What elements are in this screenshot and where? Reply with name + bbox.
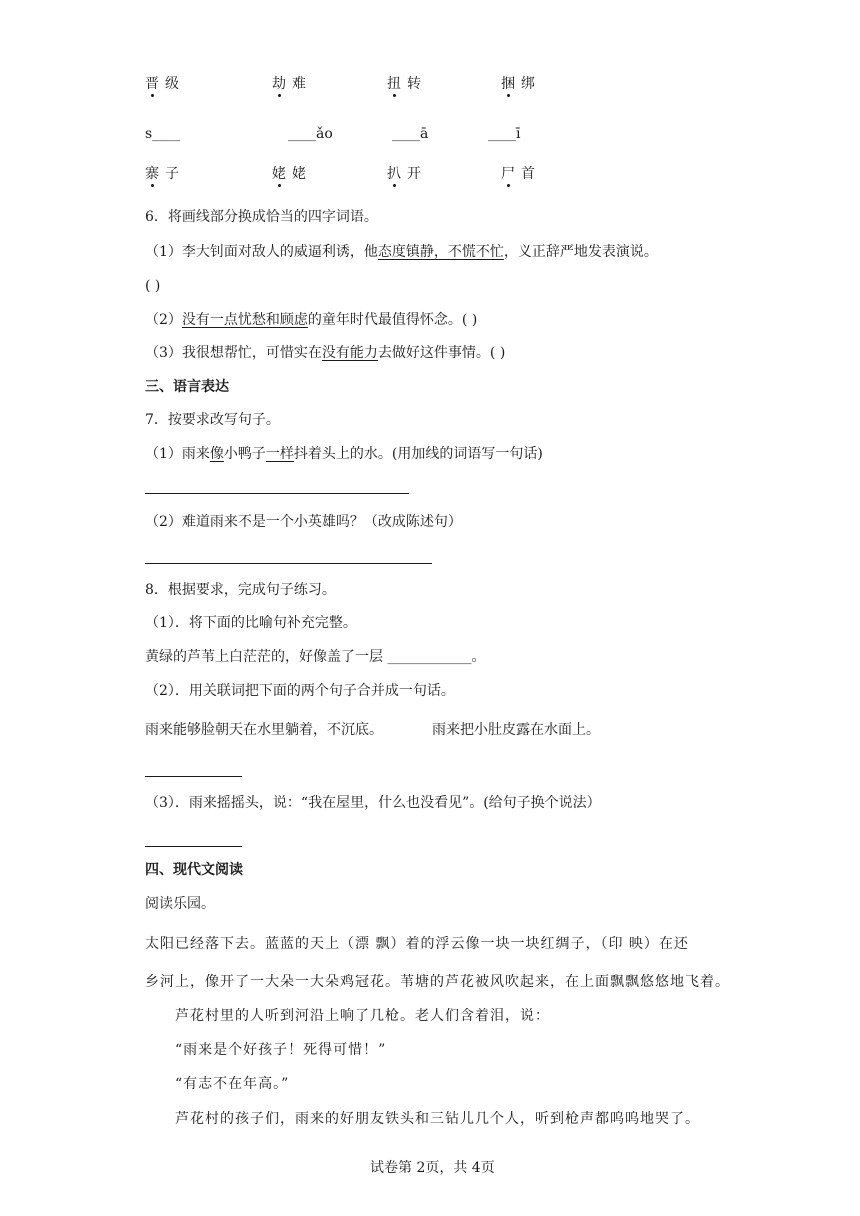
q6-sentence-1 (145, 245, 658, 259)
q6-s1-answer[interactable]: ( ) (145, 278, 161, 294)
char-nan: 难 (292, 76, 306, 92)
pinyin-blank-3[interactable]: ____ā (392, 126, 429, 142)
q6-s1-post: ，义正辞严地发表演说。 (503, 244, 658, 260)
reading-line-4: “雨来是个好孩子！死得可惜！” (175, 1042, 387, 1058)
q8-part-1-sentence: 黄绿的芦苇上白茫茫的，好像盖了一层 ____________。 (145, 649, 486, 665)
q6-title: 6．将画线部分换成恰当的四字词语。 (145, 209, 378, 225)
q6-s3-post: 去做好这件事情。( ) (377, 345, 506, 361)
q8-answer-line-3[interactable] (145, 846, 242, 847)
word-jienan (272, 77, 306, 91)
q8-title: 8．根据要求，完成句子练习。 (145, 582, 336, 598)
word-laolao (272, 167, 306, 181)
q7-answer-line-1[interactable] (145, 493, 409, 494)
char-lao: 姥 (272, 166, 286, 182)
word-kunbang (501, 77, 535, 91)
q7-s1-c: 抖着头上的水。(用加线的词语写一句话) (293, 446, 543, 462)
char-zhuan: 转 (407, 76, 421, 92)
section-3-heading: 三、语言表达 (145, 379, 229, 395)
q6-s2-pre: （2） (145, 312, 182, 328)
q7-title: 7．按要求改写句子。 (145, 412, 280, 428)
q6-sentence-2 (145, 313, 477, 327)
q6-s3-underlined: 没有能力 (321, 345, 378, 361)
pinyin-blank-2[interactable]: ____ǎo (288, 126, 333, 142)
char-shi: 尸 (501, 166, 515, 182)
char-shou: 首 (521, 166, 535, 182)
char-lao-2: 姥 (292, 166, 306, 182)
pinyin-blank-1[interactable]: s____ (145, 126, 181, 142)
reading-line-5: “有志不在年高。” (175, 1076, 290, 1092)
reading-line-6: 芦花村的孩子们，雨来的好朋友铁头和三钻儿几个人，听到枪声都呜呜地哭了。 (175, 1111, 700, 1127)
char-bang: 绑 (521, 76, 535, 92)
char-niu: 扭 (387, 76, 401, 92)
q6-s3-pre: （3）我很想帮忙，可惜实在 (145, 345, 322, 361)
q7-s1-b: 小鸭子 (223, 446, 266, 462)
q7-s1-a: （1）雨来 (145, 446, 210, 462)
pinyin-blank-4[interactable]: ____ī (488, 126, 521, 142)
char-zi: 子 (165, 166, 179, 182)
q7-s1-underlined-2: 一样 (265, 446, 294, 462)
q7-s1-underlined-1: 像 (209, 446, 224, 462)
q6-sentence-3 (145, 346, 505, 360)
reading-line-2: 乡河上，像开了一大朵一大朵鸡冠花。苇塘的芦花被风吹起来，在上面飘飘悠悠地飞着。 (145, 974, 730, 990)
word-jinji (145, 77, 179, 91)
char-jin: 晋 (145, 76, 159, 92)
q8-part-2-sentence-2: 雨来把小肚皮露在水面上。 (432, 722, 600, 738)
char-jie: 劫 (272, 76, 286, 92)
word-zhaizi (145, 167, 179, 181)
q6-s2-post: 的童年时代最值得怀念。( ) (307, 312, 478, 328)
q6-s1-underlined: 态度镇静，不慌不忙 (377, 244, 504, 260)
char-ba: 扒 (387, 166, 401, 182)
char-kai: 开 (407, 166, 421, 182)
q8-part-2-sentence-1: 雨来能够脸朝天在水里躺着，不沉底。 (145, 722, 383, 738)
reading-line-3: 芦花村里的人听到河沿上响了几枪。老人们含着泪，说： (175, 1008, 550, 1024)
q6-s2-underlined: 没有一点忧愁和顾虑 (181, 312, 308, 328)
q7-sentence-2: （2）难道雨来不是一个小英雄吗？（改成陈述句） (145, 514, 462, 530)
word-bakai (387, 167, 421, 181)
reading-line-1: 太阳已经落下去。蓝蓝的天上（漂 飘）着的浮云像一块一块红绸子，（印 映）在还 (145, 936, 689, 952)
q8-answer-line-2[interactable] (145, 776, 242, 777)
page-footer: 试卷第 2页，共 4页 (370, 1160, 495, 1176)
reading-heading: 阅读乐园。 (145, 896, 215, 912)
word-niuzhuan (387, 77, 421, 91)
q6-s1-pre: （1）李大钊面对敌人的威逼利诱，他 (145, 244, 378, 260)
char-ji: 级 (165, 76, 179, 92)
q7-answer-line-2[interactable] (145, 563, 432, 564)
q8-part-1: （1）．将下面的比喻句补充完整。 (145, 615, 357, 631)
word-shishou (501, 167, 535, 181)
section-4-heading: 四、现代文阅读 (145, 862, 243, 878)
q8-part-2: （2）．用关联词把下面的两个句子合并成一句话。 (145, 683, 455, 699)
q7-sentence-1 (145, 447, 543, 461)
char-kun: 捆 (501, 76, 515, 92)
q8-part-3: （3）．雨来摇摇头，说：“我在屋里，什么也没看见”。(给句子换个说法） (145, 795, 601, 811)
char-zhai: 寨 (145, 166, 159, 182)
